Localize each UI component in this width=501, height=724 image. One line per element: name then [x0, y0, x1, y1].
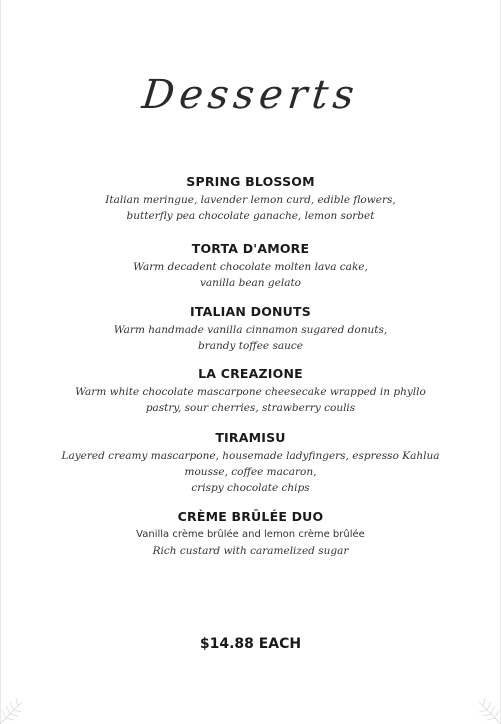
- description-line: Vanilla crème brûlée and lemon crème brûlée: [136, 529, 365, 540]
- item-name: TIRAMISU: [215, 430, 286, 445]
- description-line: Rich custard with caramelized sugar: [152, 545, 349, 557]
- item-name: CRÈME BRÛLÉE DUO: [177, 509, 324, 524]
- description-line: Warm white chocolate mascarpone cheesecake wrapped in phyllo: [75, 386, 426, 398]
- menu-item-italian-donuts: [0, 304, 501, 354]
- description-line: crispy chocolate chips: [191, 482, 310, 494]
- item-description: [0, 384, 501, 416]
- item-description: [0, 322, 501, 354]
- botanical-sprig-icon: [0, 684, 40, 724]
- item-description: [0, 527, 501, 559]
- item-description: [0, 192, 501, 224]
- description-line: brandy toffee sauce: [197, 340, 303, 352]
- description-line: Warm handmade vanilla cinnamon sugared donuts,: [113, 324, 388, 336]
- menu-item-creme-brulee-duo: [0, 509, 501, 559]
- item-description: [0, 448, 501, 496]
- description-line: mousse, coffee macaron,: [184, 466, 317, 478]
- item-name: SPRING BLOSSOM: [186, 174, 315, 189]
- description-line: vanilla bean gelato: [199, 277, 302, 289]
- description-line: Italian meringue, lavender lemon curd, edible flowers,: [105, 194, 396, 206]
- description-line: Layered creamy mascarpone, housemade ladyfingers, espresso Kahlua: [61, 450, 440, 462]
- item-name: TORTA D'AMORE: [191, 241, 310, 256]
- menu-item-la-creazione: [0, 366, 501, 416]
- menu-item-tiramisu: [0, 430, 501, 496]
- item-name: ITALIAN DONUTS: [190, 304, 311, 319]
- description-line: butterfly pea chocolate ganache, lemon sorbet: [126, 210, 375, 222]
- botanical-sprig-icon: [461, 684, 501, 724]
- description-line: pastry, sour cherries, strawberry coulis: [145, 402, 356, 414]
- description-line: Warm decadent chocolate molten lava cake,: [133, 261, 368, 273]
- item-name: LA CREAZIONE: [198, 366, 303, 381]
- item-description: [0, 259, 501, 291]
- menu-item-torta-damore: [0, 241, 501, 291]
- menu-item-spring-blossom: [0, 174, 501, 224]
- price-label: $14.88 EACH: [199, 636, 302, 652]
- menu-title: Desserts: [139, 72, 362, 118]
